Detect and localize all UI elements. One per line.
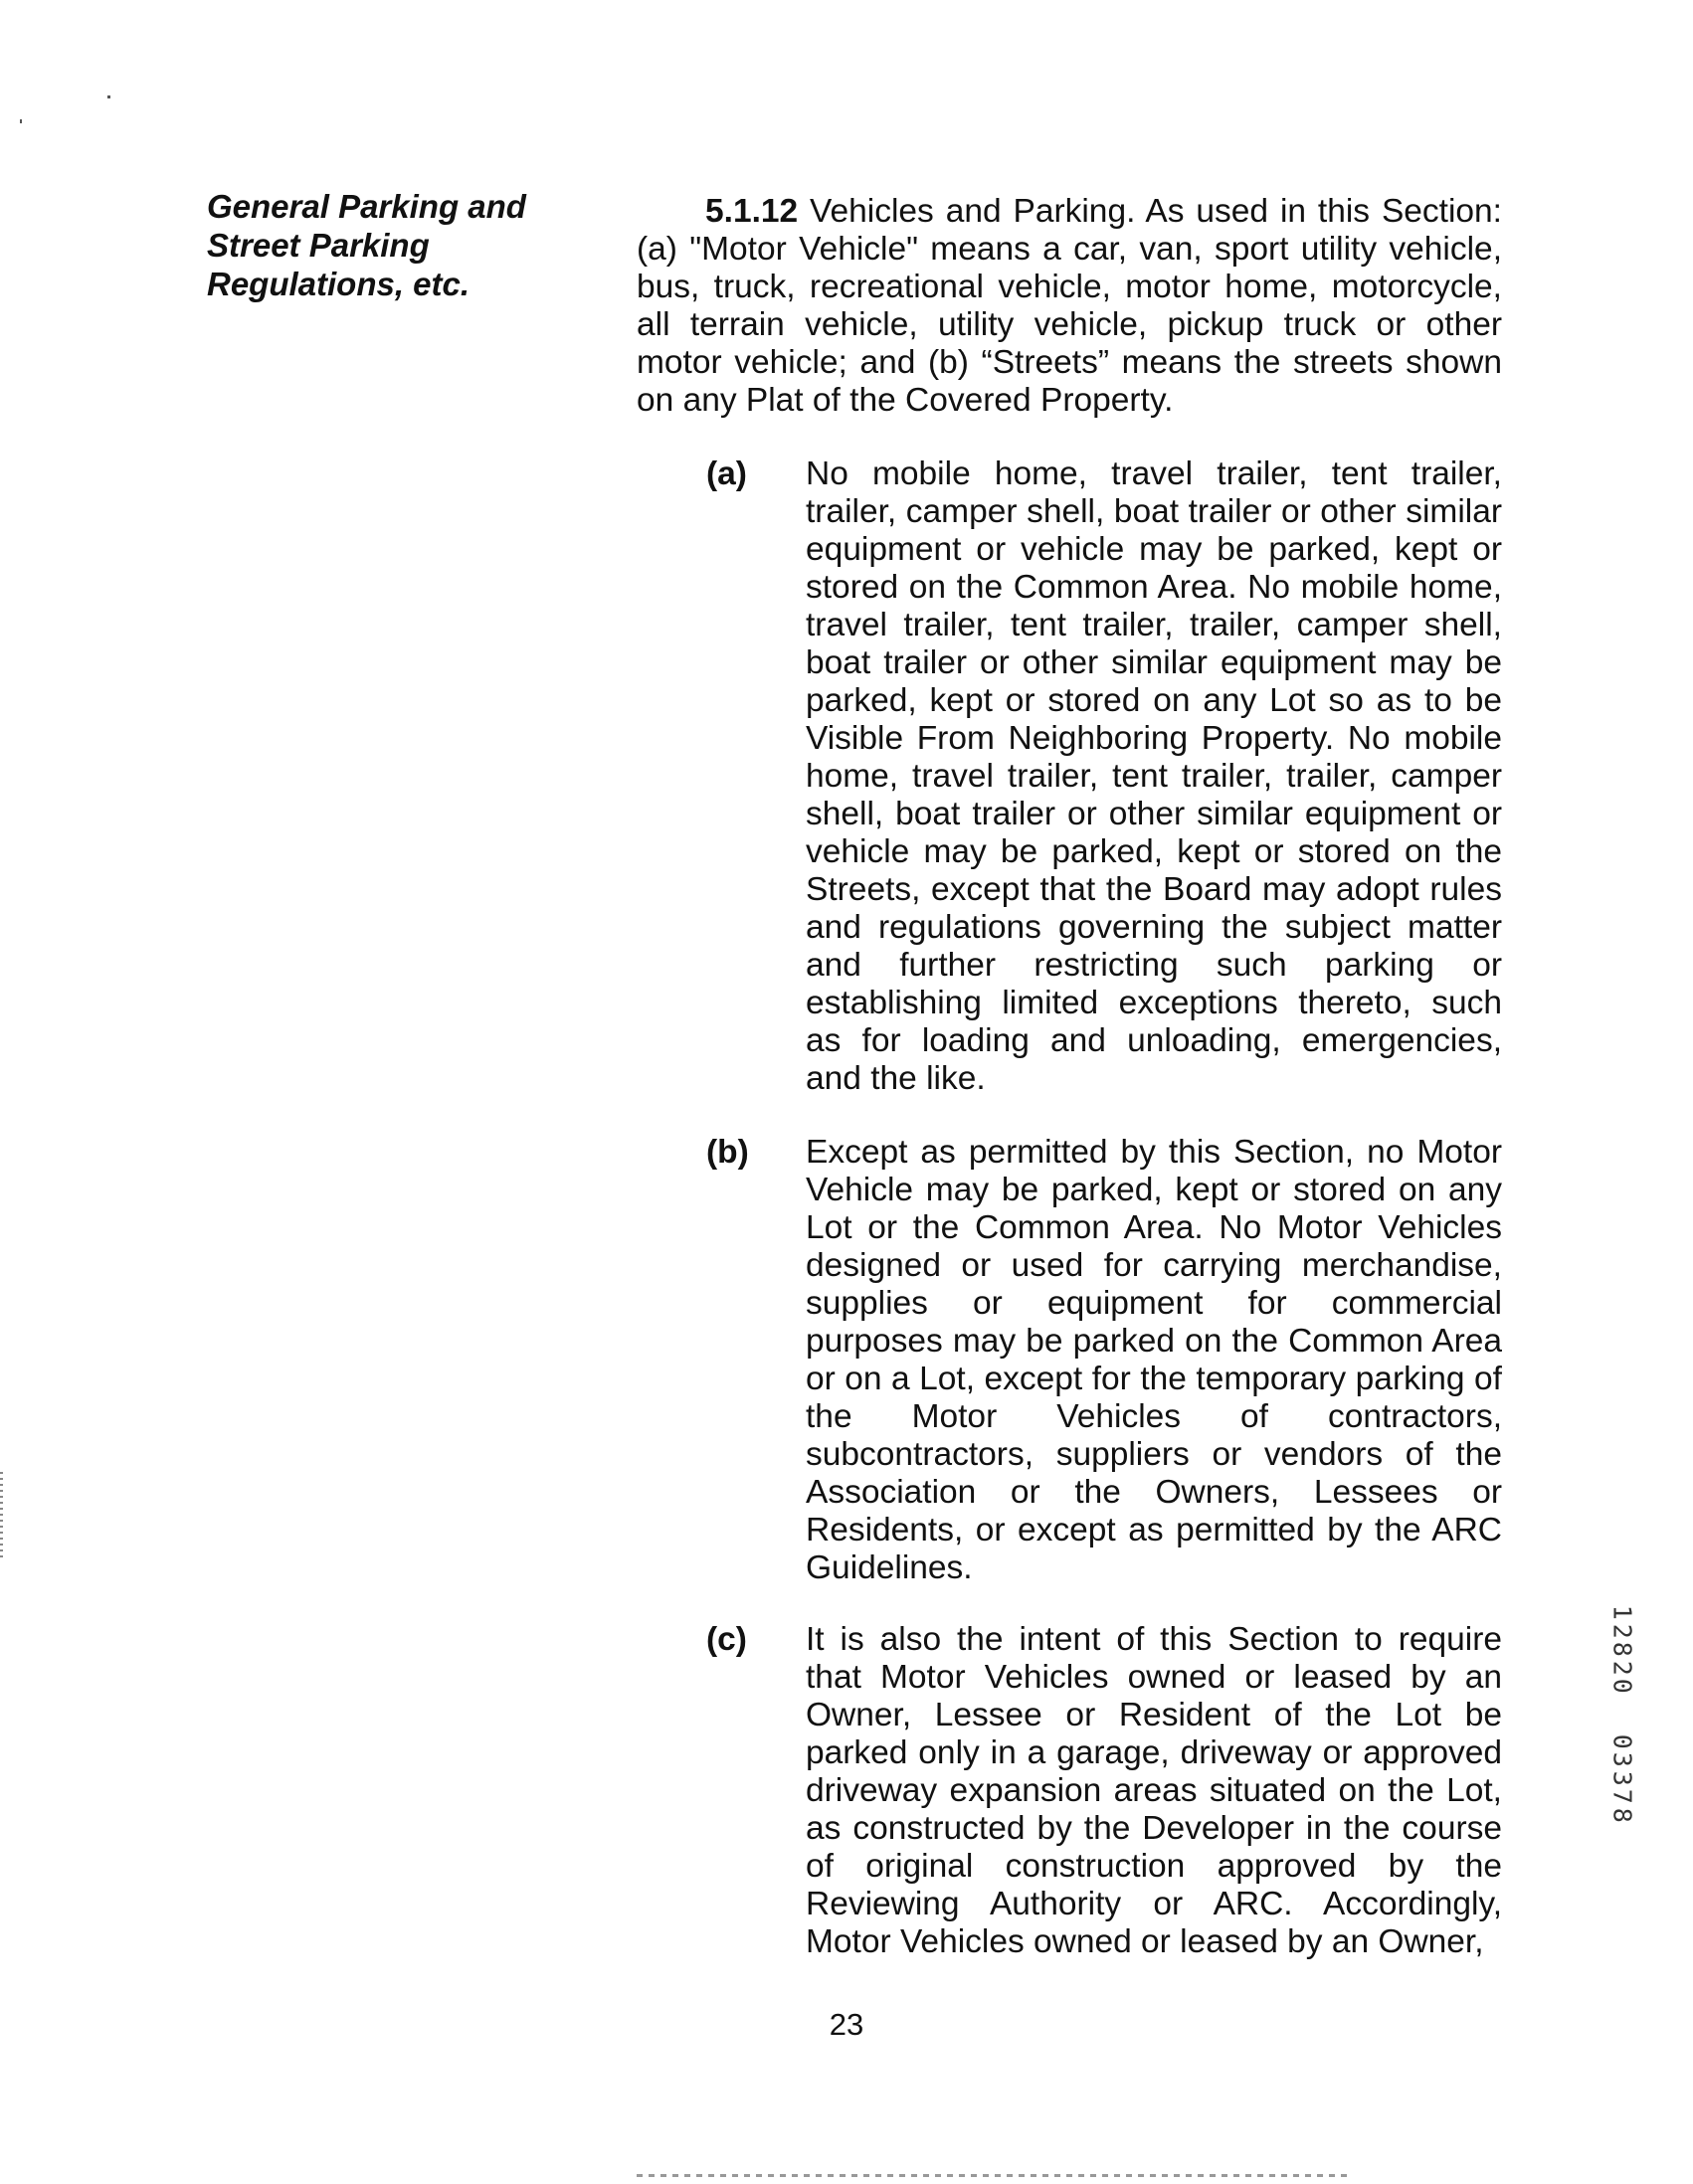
stamp-glyph: 1: [1607, 1604, 1637, 1620]
item-text: No mobile home, travel trailer, tent trailer, trailer, camper shell, boat trailer or other similar equipment or vehicle may be parked, kept or stored on the Common Area. No mobile home, travel trailer, tent trailer, trailer, camper shell, boat trailer or other similar equipment may be parked, kept or stored on any Lot so as to be Visible From Neighboring Property. No mobile home, travel trailer, tent trailer, trailer, camper shell, boat trailer or other similar equipment or vehicle may be parked, kept or stored on the Streets, except that the Board may adopt rules and regulations governing the subject matter and further restricting such parking or establishing limited exceptions thereto, such as for loading and unloading, emergencies, and the like.: [806, 455, 1502, 1097]
item-label: (a): [706, 455, 747, 492]
stamp-glyph: 7: [1607, 1788, 1637, 1804]
stamp-glyph: 3: [1607, 1751, 1637, 1767]
stamp-glyph: 8: [1607, 1807, 1637, 1823]
item-label: (b): [706, 1134, 749, 1171]
scan-speck: [107, 95, 110, 98]
section-intro-text: Vehicles and Parking. As used in this Section: (a) "Motor Vehicle" means a car, van, sport utility vehicle, bus, truck, recreational vehicle, motor home, motorcycle, all terrain vehicle, utility vehicle, pickup truck or other motor vehicle; and (b) “Streets” means the streets shown on any Plat of the Covered Property.: [637, 193, 1502, 419]
section-number: 5.1.12: [705, 193, 799, 230]
stamp-glyph: 2: [1607, 1660, 1637, 1676]
recording-stamp: [1607, 1603, 1637, 1824]
page-number: 23: [829, 2007, 864, 2042]
margin-heading: General Parking and Street Parking Regulations, etc.: [207, 188, 526, 302]
scan-edge-artifact: [637, 2174, 1353, 2177]
stamp-glyph: 2: [1607, 1623, 1637, 1639]
scan-edge-artifact: [0, 1472, 3, 1561]
stamp-glyph: 0: [1607, 1678, 1637, 1694]
scan-speck: [20, 119, 22, 123]
stamp-glyph: 0: [1607, 1733, 1637, 1749]
item-text: Except as permitted by this Section, no Motor Vehicle may be parked, kept or stored on any Lot or the Common Area. No Motor Vehicles designed or used for carrying merchandise, supplies or equipment for commercial purposes may be parked on the Common Area or on a Lot, except for the temporary parking of the Motor Vehicles of contractors, subcontractors, suppliers or vendors of the Association or the Owners, Lessees or Residents, or except as permitted by the ARC Guidelines.: [806, 1134, 1502, 1586]
stamp-glyph: 8: [1607, 1641, 1637, 1657]
section-intro: [637, 193, 1502, 420]
item-label: (c): [706, 1621, 747, 1658]
item-text: It is also the intent of this Section to require that Motor Vehicles owned or leased by an Owner, Lessee or Resident of the Lot be parked only in a garage, driveway or approved driveway expansion areas situated on the Lot, as constructed by the Developer in the course of original construction approved by the Reviewing Authority or ARC. Accordingly, Motor Vehicles owned or leased by an Owner,: [806, 1621, 1502, 1960]
stamp-glyph: 3: [1607, 1770, 1637, 1786]
